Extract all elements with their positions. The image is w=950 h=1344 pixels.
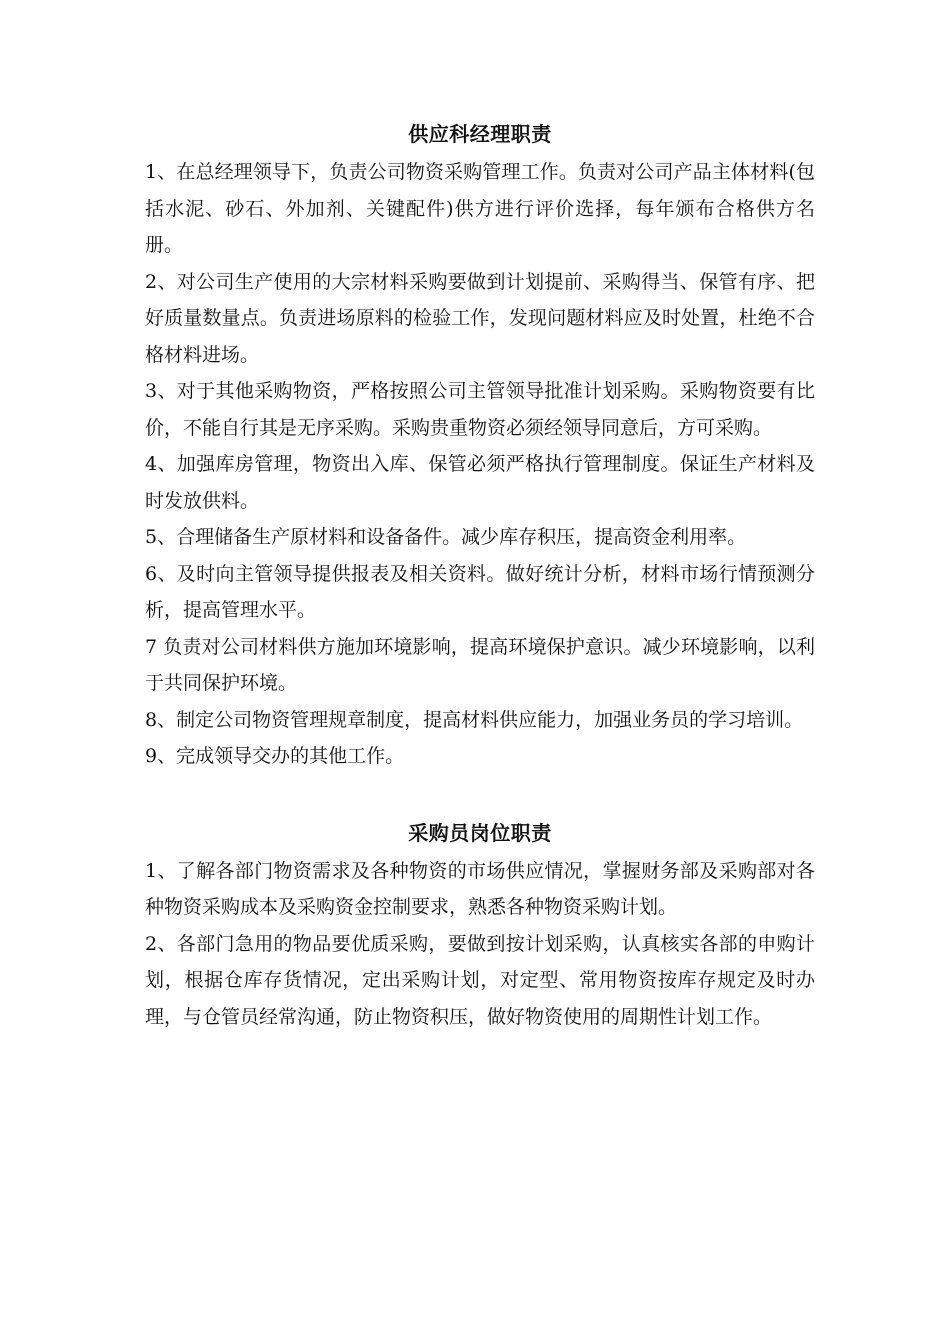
section-title: 采购员岗位职责 <box>408 820 552 845</box>
duty-item: 1、在总经理领导下，负责公司物资采购管理工作。负责对公司产品主体材料(包括水泥、砂石、外加剂、关键配件)供方进行评价选择，每年颁布合格供方名册。 <box>145 161 815 256</box>
duty-item: 5、合理储备生产原材料和设备备件。减少库存积压，提高资金利用率。 <box>145 526 747 548</box>
section-title: 供应科经理职责 <box>408 122 552 146</box>
duty-item: 9、完成领导交办的其他工作。 <box>145 745 405 767</box>
duty-item: 2、对公司生产使用的大宗材料采购要做到计划提前、采购得当、保管有序、把好质量数量点。负责进场原料的检验工作，发现问题材料应及时处置，杜绝不合格材料进场。 <box>145 270 815 366</box>
duty-item: 1、了解各部门物资需求及各种物资的市场供应情况，掌握财务部及采购部对各种物资采购成本及采购资金控制要求，熟悉各种物资采购计划。 <box>145 859 815 918</box>
section-buyer-duties <box>145 817 815 1036</box>
duty-item: 8、制定公司物资管理规章制度，提高材料供应能力，加强业务员的学习培训。 <box>145 708 804 731</box>
document-page <box>145 118 815 1035</box>
duty-item: 6、及时向主管领导提供报表及相关资料。做好统计分析，材料市场行情预测分析，提高管理水平。 <box>145 562 815 621</box>
duty-item: 3、对于其他采购物资，严格按照公司主管领导批准计划采购。采购物资要有比价，不能自行其是无序采购。采购贵重物资必须经领导同意后，方可采购。 <box>145 380 815 439</box>
duty-item: 7 负责对公司材料供方施加环境影响，提高环境保护意识。减少环境影响，以利于共同保护环境。 <box>145 635 815 694</box>
section-spacer <box>145 775 815 817</box>
duty-item: 4、加强库房管理，物资出入库、保管必须严格执行管理制度。保证生产材料及时发放供料。 <box>145 453 815 512</box>
section-manager-duties <box>145 118 815 775</box>
duty-item: 2、各部门急用的物品要优质采购，要做到按计划采购，认真核实各部的申购计划，根据仓库存货情况，定出采购计划，对定型、常用物资按库存规定及时办理，与仓管员经常沟通，防止物资积压，做好物资使用的周期性计划工作。 <box>145 932 815 1028</box>
